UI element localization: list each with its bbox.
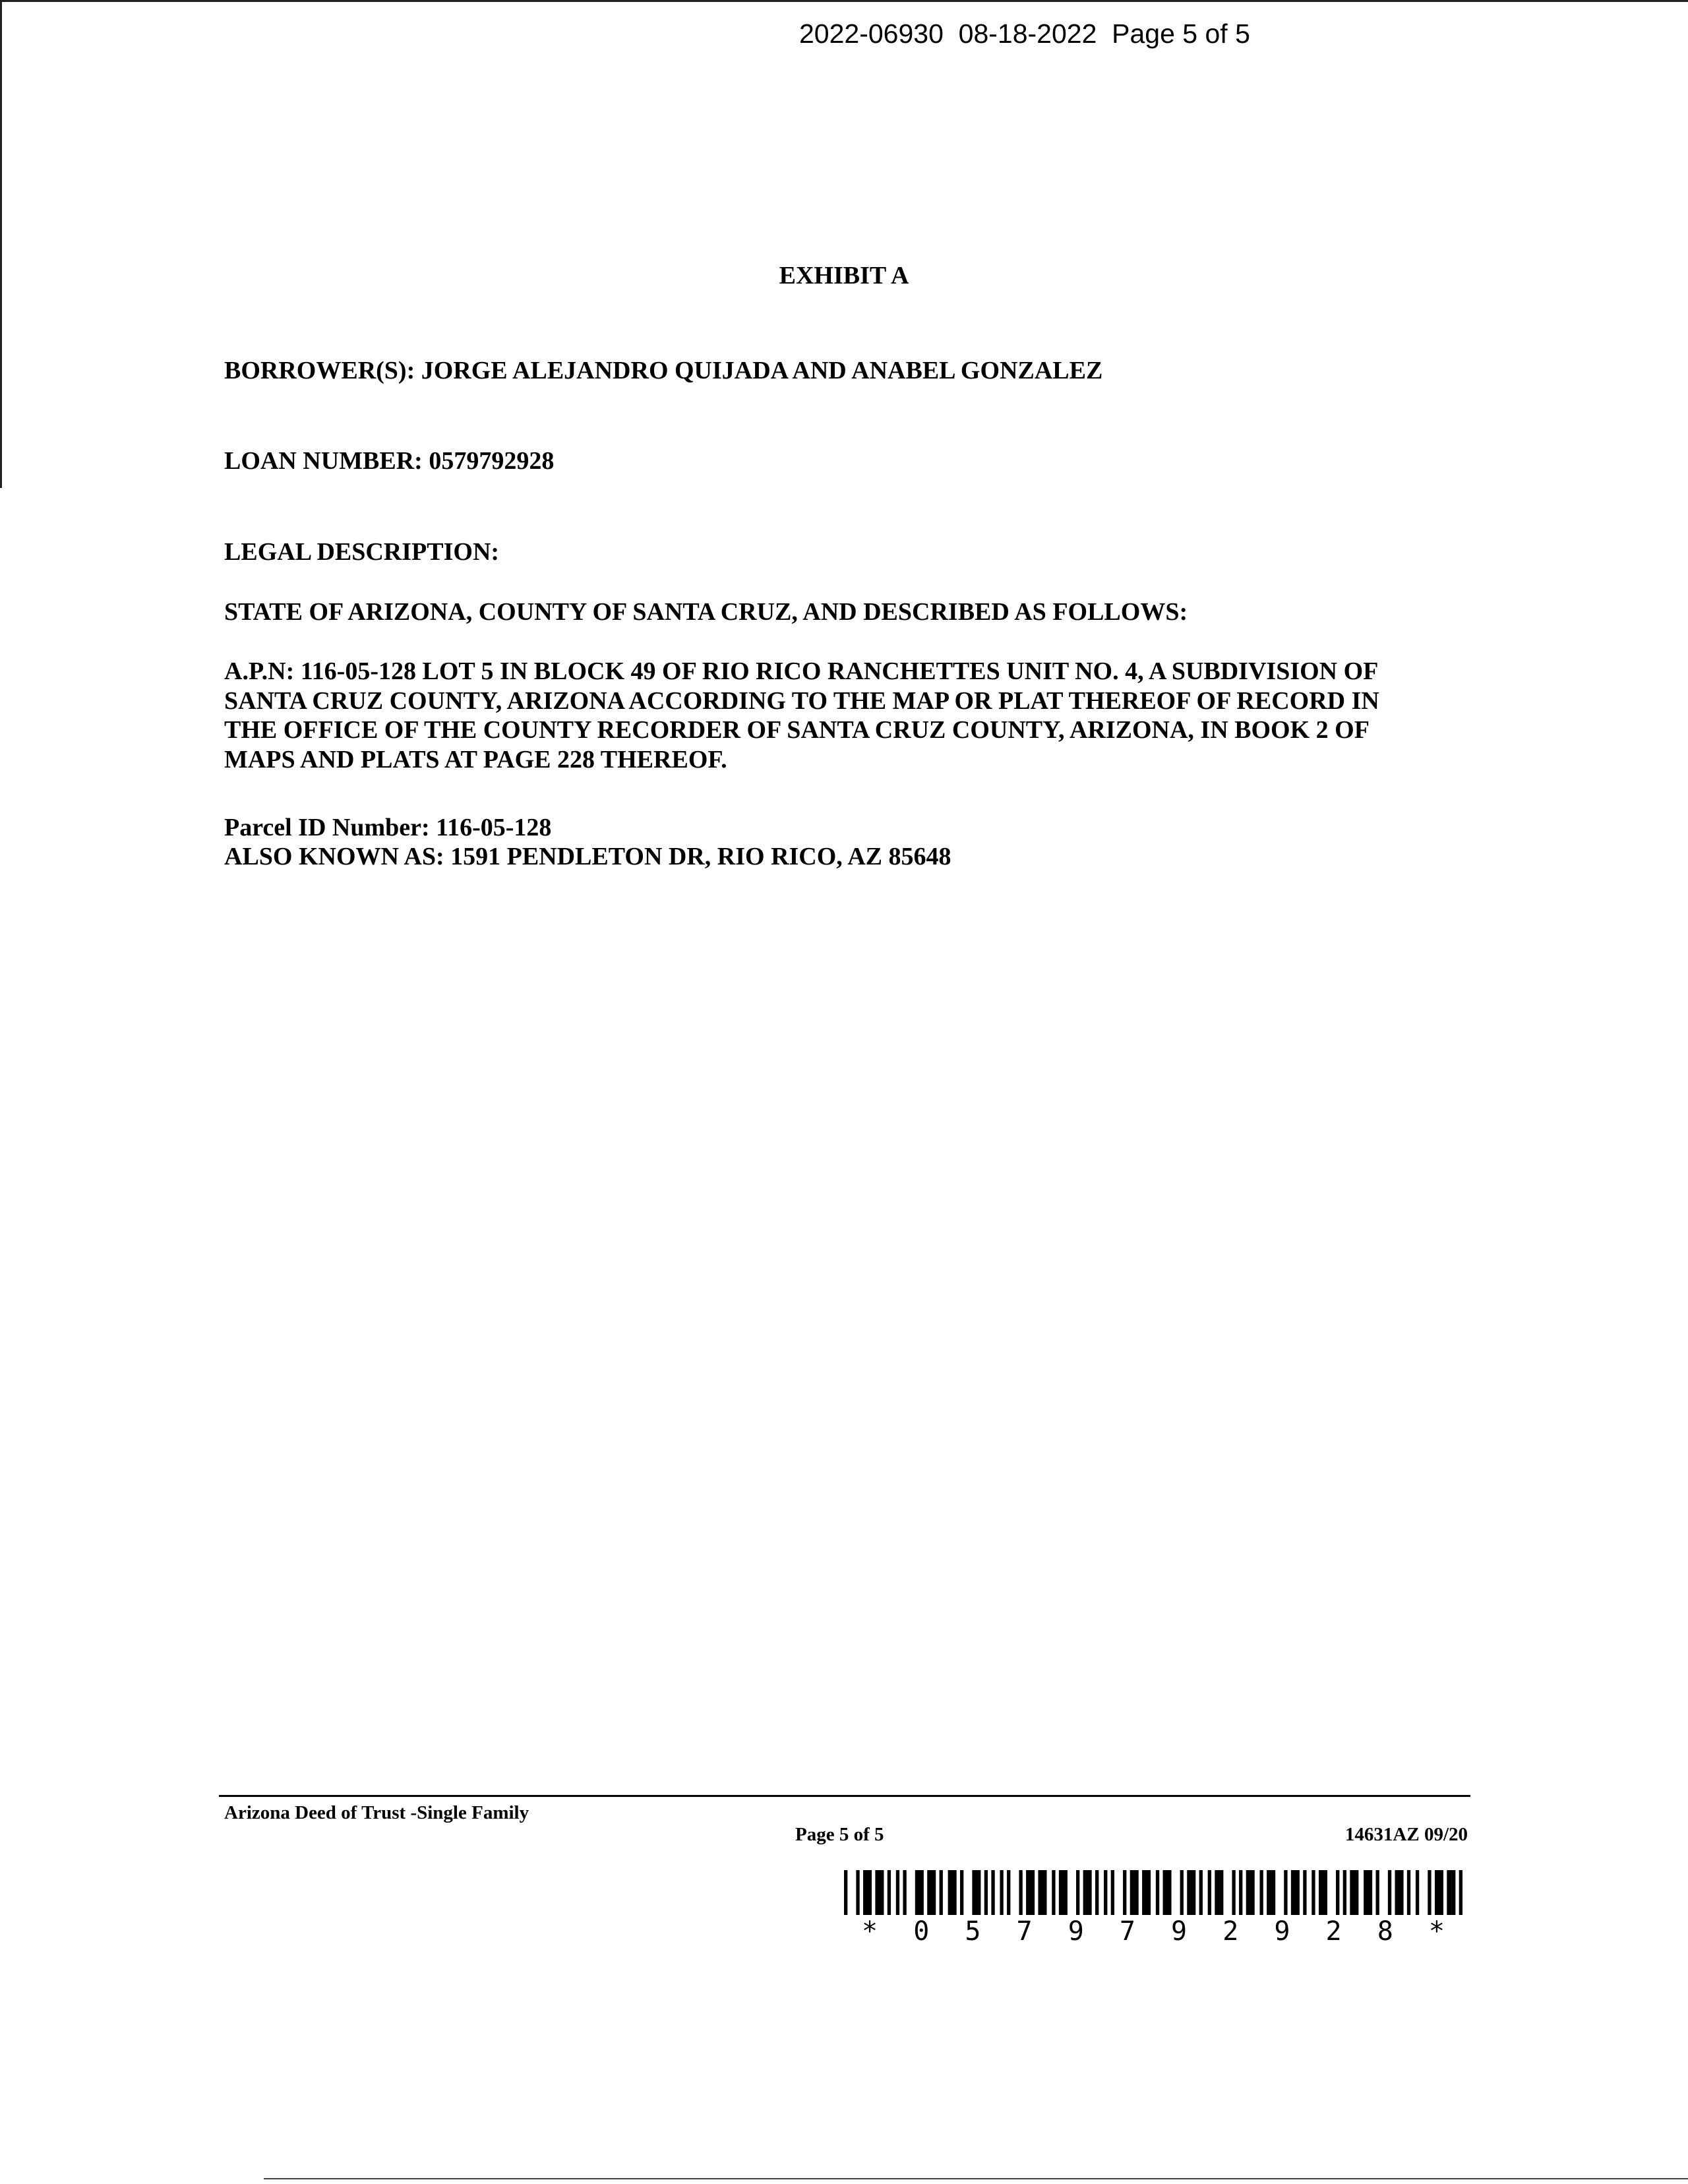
barcode-char: 0 bbox=[913, 1916, 930, 1943]
barcode-char: 2 bbox=[1222, 1916, 1239, 1943]
barcode-bar bbox=[1180, 1870, 1184, 1915]
barcode-bar bbox=[1343, 1870, 1346, 1915]
barcode-bar bbox=[1142, 1870, 1151, 1915]
barcode-bar bbox=[1038, 1870, 1046, 1915]
footer-divider bbox=[219, 1795, 1470, 1797]
barcode-char: * bbox=[862, 1916, 878, 1943]
barcode-bar bbox=[856, 1870, 859, 1915]
barcode-char: 7 bbox=[1016, 1916, 1033, 1943]
footer-form-code: 14631AZ 09/20 bbox=[1344, 1824, 1468, 1845]
loan-barcode bbox=[844, 1870, 1462, 1943]
barcode-bar bbox=[1026, 1870, 1035, 1915]
footer-page-label: Page 5 of 5 bbox=[795, 1824, 884, 1845]
barcode-bar bbox=[1199, 1870, 1203, 1915]
state-county-line: STATE OF ARIZONA, COUNTY OF SANTA CRUZ, AND DESCRIBED AS FOLLOWS: bbox=[224, 598, 1188, 626]
barcode-bar bbox=[1267, 1870, 1275, 1915]
parcel-block bbox=[224, 813, 951, 871]
barcode-bar bbox=[896, 1870, 899, 1915]
barcode-bar bbox=[1395, 1870, 1404, 1915]
barcode-bar bbox=[1284, 1870, 1287, 1915]
barcode-bars bbox=[844, 1870, 1462, 1915]
barcode-char: 9 bbox=[1171, 1916, 1188, 1943]
barcode-bar bbox=[984, 1870, 988, 1915]
barcode-bar bbox=[1111, 1870, 1114, 1915]
barcode-char: 7 bbox=[1119, 1916, 1135, 1943]
barcode-bar bbox=[1215, 1870, 1223, 1915]
legal-description-heading: LEGAL DESCRIPTION: bbox=[224, 538, 500, 566]
barcode-char: * bbox=[1428, 1916, 1445, 1943]
recording-stamp: 2022-06930 08-18-2022 Page 5 of 5 bbox=[799, 18, 1250, 49]
barcode-bar bbox=[1435, 1870, 1443, 1915]
barcode-bar bbox=[1375, 1870, 1379, 1915]
scan-edge-left bbox=[0, 0, 2, 488]
legal-paragraph-line: THE OFFICE OF THE COUNTY RECORDER OF SANTA CRUZ COUNTY, ARIZONA, IN BOOK 2 OF bbox=[224, 716, 1370, 744]
barcode-bar bbox=[991, 1870, 994, 1915]
exhibit-title: EXHIBIT A bbox=[779, 262, 909, 289]
barcode-bar bbox=[1303, 1870, 1306, 1915]
footer-form-name: Arizona Deed of Trust -Single Family bbox=[224, 1802, 529, 1823]
barcode-char: 9 bbox=[1274, 1916, 1290, 1943]
barcode-bar bbox=[1350, 1870, 1358, 1915]
barcode-human-readable bbox=[862, 1916, 1445, 1943]
barcode-bar bbox=[1428, 1870, 1431, 1915]
barcode-bar bbox=[1104, 1870, 1107, 1915]
barcode-bar bbox=[875, 1870, 884, 1915]
barcode-bar bbox=[1083, 1870, 1092, 1915]
barcode-bar bbox=[1208, 1870, 1211, 1915]
parcel-id-line: Parcel ID Number: 116-05-128 bbox=[224, 814, 552, 841]
barcode-bar bbox=[1156, 1870, 1159, 1915]
also-known-as-line: ALSO KNOWN AS: 1591 PENDLETON DR, RIO RICO, AZ 85648 bbox=[224, 843, 951, 870]
barcode-bar bbox=[915, 1870, 924, 1915]
barcode-bar bbox=[1163, 1870, 1172, 1915]
barcode-bar bbox=[1259, 1870, 1263, 1915]
barcode-bar bbox=[1130, 1870, 1139, 1915]
barcode-bar bbox=[1123, 1870, 1126, 1915]
barcode-bar bbox=[1246, 1870, 1255, 1915]
barcode-bar bbox=[888, 1870, 891, 1915]
legal-description-paragraph bbox=[224, 657, 1379, 774]
barcode-bar bbox=[1459, 1870, 1462, 1915]
loan-number-line: LOAN NUMBER: 0579792928 bbox=[224, 447, 555, 475]
barcode-char: 2 bbox=[1325, 1916, 1342, 1943]
barcode-char: 5 bbox=[965, 1916, 981, 1943]
barcode-bar bbox=[1239, 1870, 1242, 1915]
barcode-bar bbox=[1052, 1870, 1055, 1915]
barcode-bar bbox=[863, 1870, 872, 1915]
barcode-bar bbox=[1319, 1870, 1327, 1915]
barcode-bar bbox=[844, 1870, 847, 1915]
barcode-bar bbox=[1291, 1870, 1300, 1915]
barcode-bar bbox=[972, 1870, 980, 1915]
barcode-bar bbox=[948, 1870, 957, 1915]
barcode-bar bbox=[1311, 1870, 1315, 1915]
borrowers-line: BORROWER(S): JORGE ALEJANDRO QUIJADA AND ANABEL GONZALEZ bbox=[224, 357, 1103, 384]
barcode-bar bbox=[1019, 1870, 1022, 1915]
barcode-bar bbox=[1007, 1870, 1010, 1915]
scan-edge-bottom bbox=[264, 2178, 1688, 2179]
barcode-bar bbox=[1447, 1870, 1455, 1915]
barcode-bar bbox=[903, 1870, 906, 1915]
barcode-bar bbox=[1059, 1870, 1068, 1915]
barcode-bar bbox=[927, 1870, 936, 1915]
legal-paragraph-line: A.P.N: 116-05-128 LOT 5 IN BLOCK 49 OF RIO RICO RANCHETTES UNIT NO. 4, A SUBDIVISION OF bbox=[224, 657, 1379, 685]
barcode-bar bbox=[940, 1870, 943, 1915]
barcode-bar bbox=[960, 1870, 963, 1915]
barcode-bar bbox=[1407, 1870, 1410, 1915]
legal-paragraph-line: SANTA CRUZ COUNTY, ARIZONA ACCORDING TO THE MAP OR PLAT THEREOF OF RECORD IN bbox=[224, 686, 1379, 715]
barcode-bar bbox=[1388, 1870, 1391, 1915]
barcode-char: 8 bbox=[1377, 1916, 1393, 1943]
barcode-bar bbox=[1095, 1870, 1099, 1915]
barcode-bar bbox=[1416, 1870, 1419, 1915]
barcode-bar bbox=[1187, 1870, 1195, 1915]
barcode-bar bbox=[1000, 1870, 1003, 1915]
barcode-char: 9 bbox=[1068, 1916, 1084, 1943]
scan-edge-top bbox=[0, 0, 1688, 2]
barcode-bar bbox=[1232, 1870, 1235, 1915]
barcode-bar bbox=[1076, 1870, 1079, 1915]
legal-paragraph-line: MAPS AND PLATS AT PAGE 228 THEREOF. bbox=[224, 745, 727, 774]
barcode-bar bbox=[1336, 1870, 1339, 1915]
barcode-bar bbox=[1364, 1870, 1372, 1915]
